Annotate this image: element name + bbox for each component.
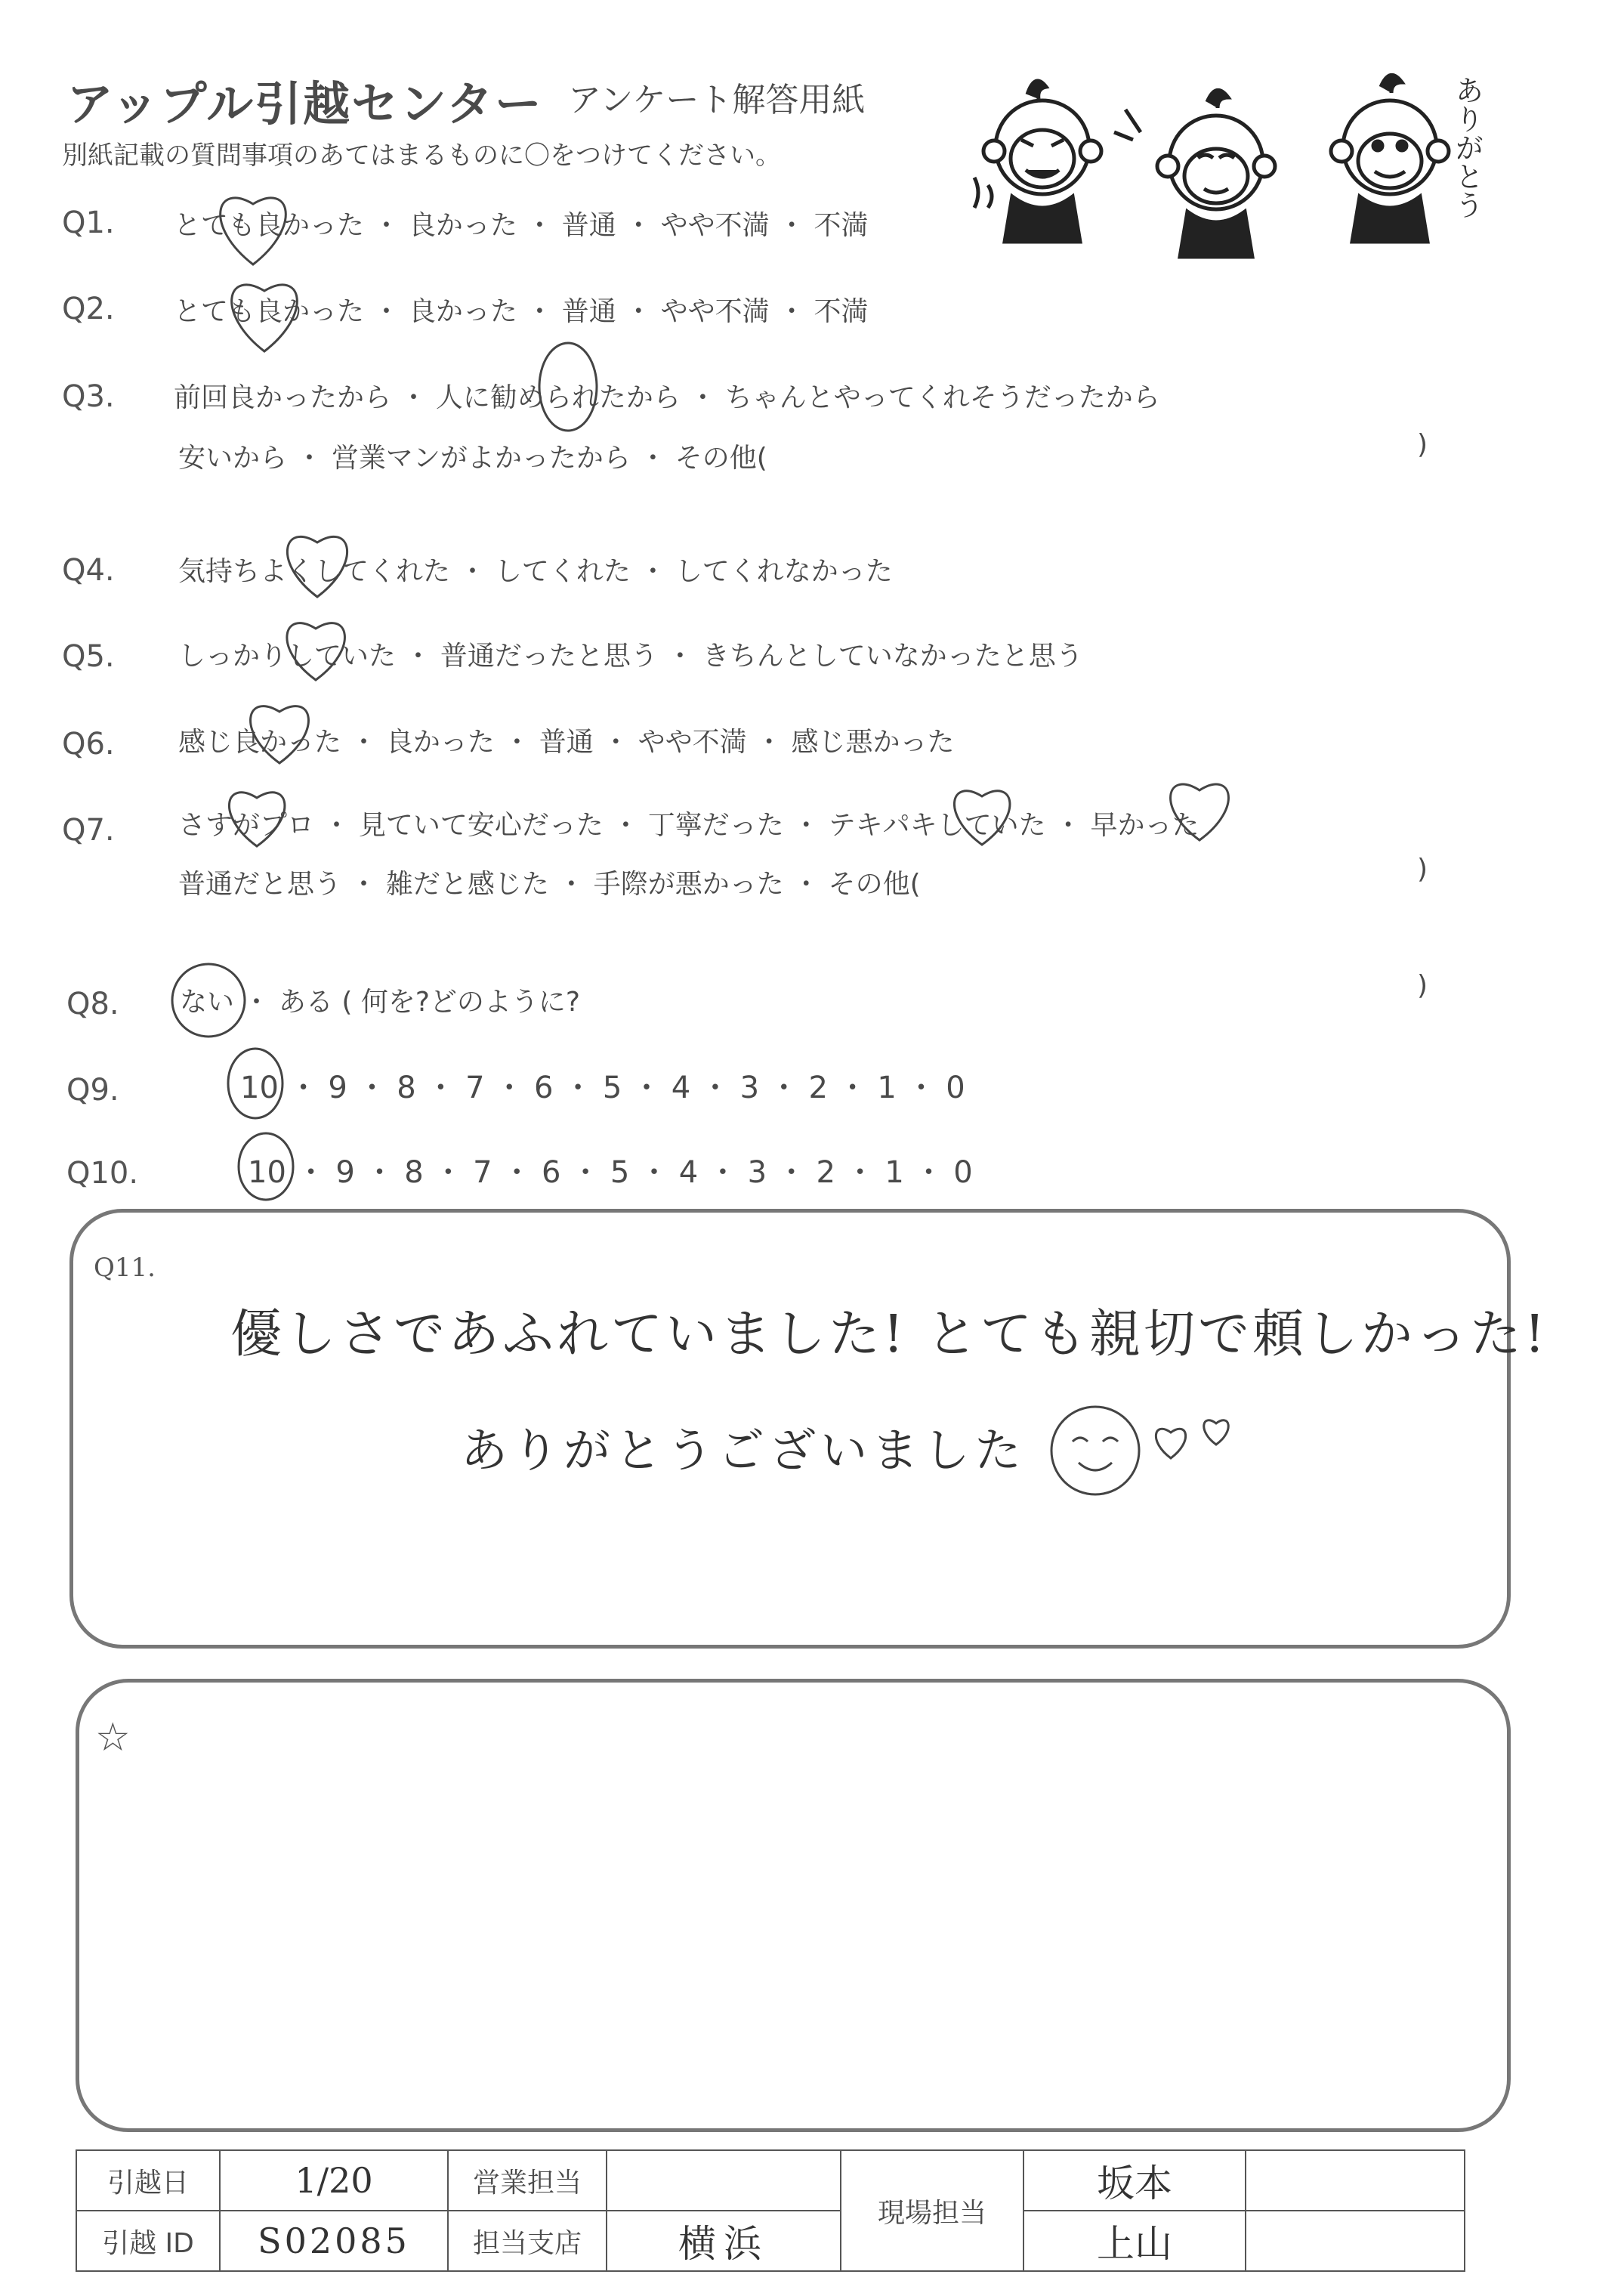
q7-close-paren: ) [1417, 854, 1428, 885]
q3-options-line2: 安いから ・ 営業マンがよかったから ・ その他( [178, 443, 767, 474]
form-subtitle: アンケート解答用紙 [568, 81, 866, 119]
heart-icon [954, 791, 1009, 845]
move-id-label: 引越 ID [76, 2211, 220, 2271]
heart-icon [287, 623, 345, 680]
q10-scale: 10 ・ 9 ・ 8 ・ 7 ・ 6 ・ 5 ・ 4 ・ 3 ・ 2 ・ 1 ・ 0 [248, 1155, 973, 1190]
q2-label: Q2. [62, 292, 115, 326]
q9-scale: 10 ・ 9 ・ 8 ・ 7 ・ 6 ・ 5 ・ 4 ・ 3 ・ 2 ・ 1 ・ 0 [240, 1071, 965, 1105]
q1-options: とても良かった ・ 良かった ・ 普通 ・ やや不満 ・ 不満 [174, 210, 869, 241]
smiley-doodle-icon [1042, 1398, 1284, 1503]
mascot-caption: ありがとう [1450, 76, 1484, 219]
star-icon: ☆ [95, 1715, 131, 1760]
q3-options-line1: 前回良かったから ・ 人に勧められたから ・ ちゃんとやってくれそうだったから [174, 382, 1160, 413]
footer-table [76, 2149, 1465, 2272]
answer-circle-icon [239, 1133, 293, 1200]
move-id-value: S02085 [220, 2211, 448, 2271]
site-staff-1: 坂本 [1023, 2150, 1246, 2211]
handwritten-comment-line1: 優しさであふれていました! とても親切で頼しかった! [230, 1305, 1548, 1364]
q8-close-paren: ) [1417, 970, 1428, 1001]
site-staff-2: 上山 [1023, 2211, 1246, 2271]
sales-rep-label: 営業担当 [448, 2150, 607, 2211]
heart-icon [229, 793, 284, 846]
q9-label: Q9. [66, 1073, 119, 1108]
q3-label: Q3. [62, 379, 115, 414]
q10-label: Q10. [66, 1156, 139, 1191]
instruction-text: 別紙記載の質問事項のあてはまるものに〇をつけてください。 [62, 141, 781, 171]
comment-box-label: Q11. [94, 1253, 156, 1283]
answer-circle-icon [539, 343, 597, 431]
q4-label: Q4. [62, 553, 115, 588]
q7-options-line1: さすがプロ ・ 見ていて安心だった ・ 丁寧だった ・ テキパキしていた ・ 早かった [178, 810, 1199, 841]
q8-options: ない ・ ある ( 何を?どのように? [180, 987, 581, 1018]
heart-icon [1171, 784, 1229, 840]
sales-rep-value [607, 2150, 841, 2211]
q7-options-line2: 普通だと思う ・ 雑だと感じた ・ 手際が悪かった ・ その他( [178, 869, 921, 900]
handwritten-comment-line2: ありがとうございました [461, 1423, 1027, 1478]
answer-circle-icon [172, 964, 245, 1037]
site-staff-label: 現場担当 [841, 2150, 1023, 2271]
q6-options: 感じ良かった ・ 良かった ・ 普通 ・ やや不満 ・ 感じ悪かった [178, 727, 955, 758]
q1-label: Q1. [62, 206, 115, 240]
q7-label: Q7. [62, 813, 115, 848]
branch-value: 横浜 [607, 2211, 841, 2271]
answer-circle-icon [228, 1049, 283, 1118]
heart-icon [232, 285, 298, 351]
move-date-value: 1/20 [220, 2150, 448, 2211]
q4-options: 気持ちよくしてくれた ・ してくれた ・ してくれなかった [178, 556, 893, 587]
company-title: アップル引越センター [66, 76, 543, 131]
heart-icon [287, 536, 347, 597]
heart-icon [221, 198, 286, 264]
q8-label: Q8. [66, 987, 119, 1021]
site-staff-extra-cell [1246, 2150, 1465, 2211]
heart-icon [251, 706, 309, 763]
move-date-label: 引越日 [76, 2150, 220, 2211]
site-staff-extra-cell [1246, 2211, 1465, 2271]
q5-options: しっかりしていた ・ 普通だったと思う ・ きちんとしていなかったと思う [178, 641, 1083, 672]
q3-close-paren: ) [1417, 429, 1428, 460]
branch-label: 担当支店 [448, 2211, 607, 2271]
notes-box [76, 1679, 1511, 2132]
q5-label: Q5. [62, 639, 115, 674]
q2-options: とても良かった ・ 良かった ・ 普通 ・ やや不満 ・ 不満 [174, 296, 869, 327]
q6-label: Q6. [62, 727, 115, 762]
